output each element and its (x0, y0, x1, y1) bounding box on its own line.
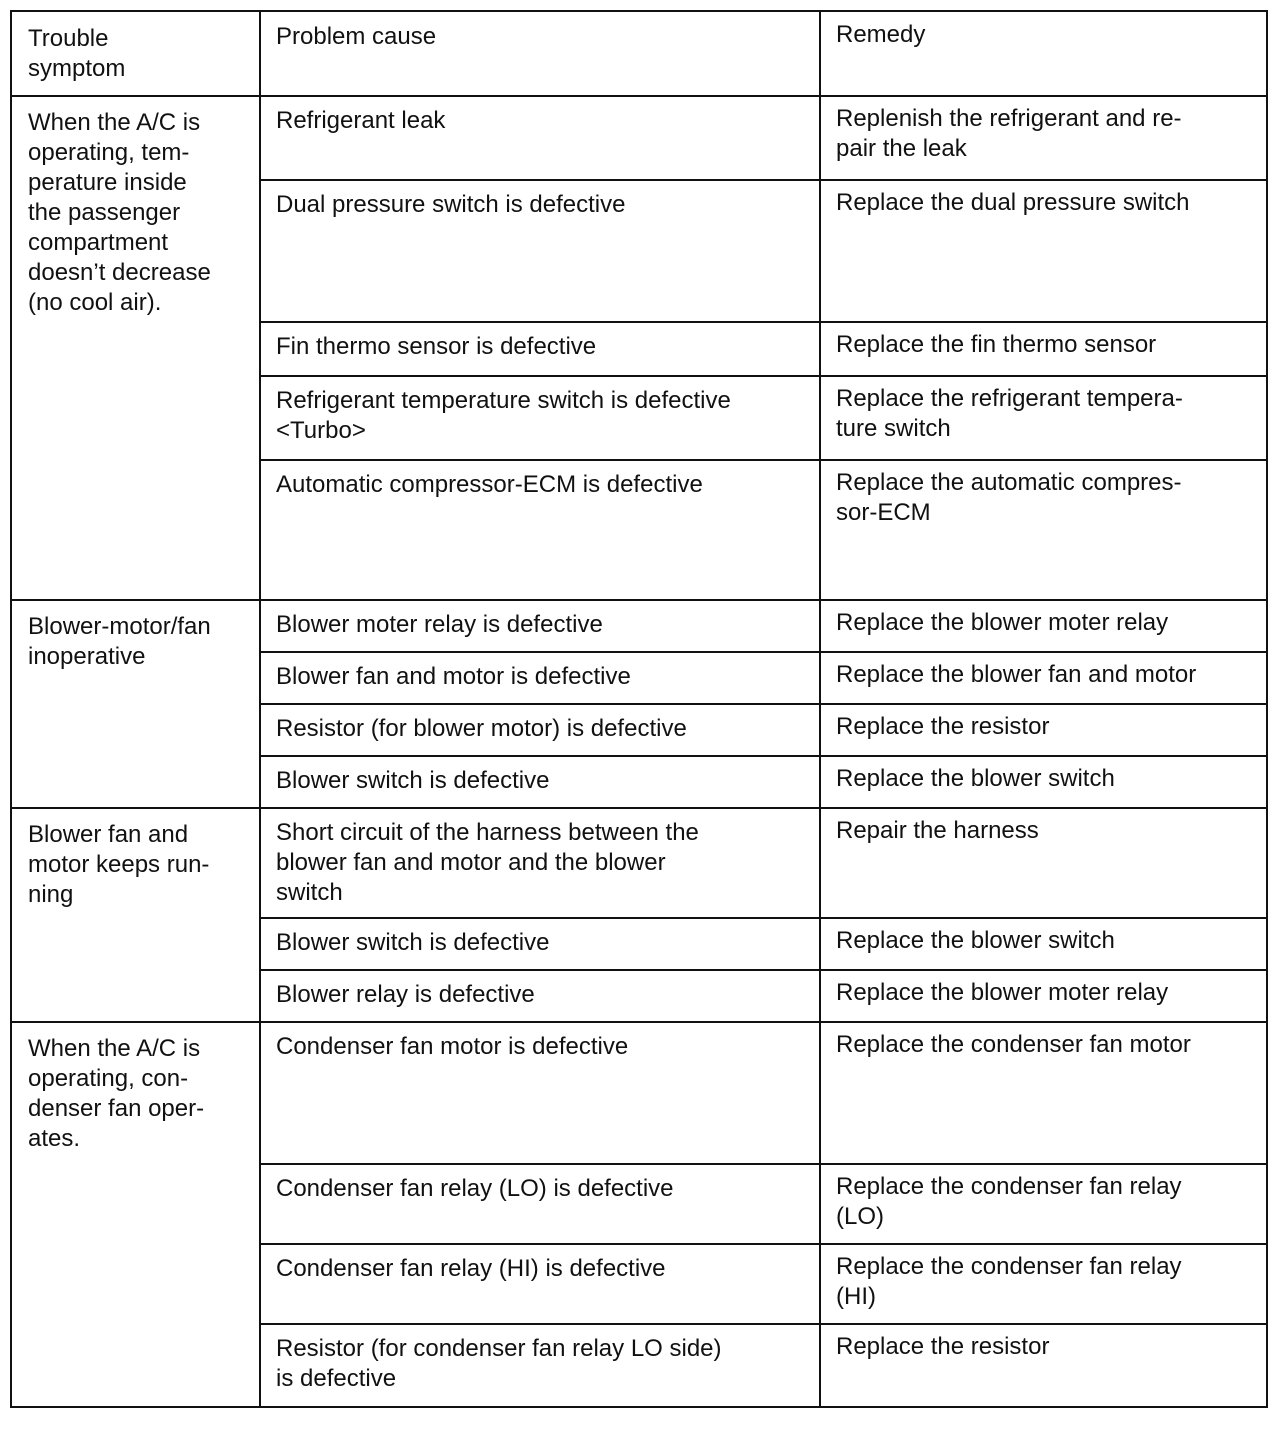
group-divider (12, 599, 260, 601)
row-divider (260, 321, 1266, 323)
remedy-cell: Replace the blower switch (836, 765, 1115, 792)
remedy-cell: Replace the resistor (836, 1333, 1050, 1360)
cause-cell: Fin thermo sensor is defective (276, 333, 597, 360)
remedy-cell: Replace the blower switch (836, 927, 1115, 954)
header-problem-cause: Problem cause (276, 23, 437, 50)
symptom-cell: When the A/C is operating, con- denser fan oper- ates. (28, 1035, 205, 1152)
row-divider (260, 1021, 1266, 1023)
group-divider (12, 807, 260, 809)
row-divider (260, 1243, 1266, 1245)
row-divider (260, 755, 1266, 757)
row-divider (260, 179, 1266, 181)
remedy-cell: Replace the condenser fan relay (LO) (836, 1173, 1182, 1230)
cause-cell: Resistor (for condenser fan relay LO side) is defective (276, 1335, 722, 1392)
row-divider (260, 1323, 1266, 1325)
cause-cell: Dual pressure switch is defective (276, 191, 626, 218)
remedy-cell: Replace the dual pressure switch (836, 189, 1190, 216)
cause-cell: Blower moter relay is defective (276, 611, 603, 638)
symptom-cell: Blower-motor/fan inoperative (28, 613, 211, 670)
remedy-cell: Repair the harness (836, 817, 1039, 844)
remedy-cell: Replace the blower fan and motor (836, 661, 1197, 688)
row-divider (260, 917, 1266, 919)
header-remedy: Remedy (836, 21, 926, 48)
remedy-cell: Replace the condenser fan relay (HI) (836, 1253, 1182, 1310)
symptom-cell: Blower fan and motor keeps run- ning (28, 821, 210, 908)
remedy-cell: Replace the automatic compres- sor-ECM (836, 469, 1182, 526)
cause-cell: Resistor (for blower motor) is defective (276, 715, 687, 742)
remedy-cell: Replace the resistor (836, 713, 1050, 740)
cause-cell: Condenser fan motor is defective (276, 1033, 629, 1060)
row-divider (260, 703, 1266, 705)
cause-cell: Refrigerant temperature switch is defective <Turbo> (276, 387, 731, 444)
cause-cell: Blower switch is defective (276, 767, 550, 794)
symptom-cell: When the A/C is operating, tem- perature inside the passenger compartment doesn’t decrease (no cool air). (28, 109, 211, 316)
row-divider (260, 459, 1266, 461)
remedy-cell: Replace the fin thermo sensor (836, 331, 1157, 358)
row-divider (260, 969, 1266, 971)
cause-cell: Condenser fan relay (HI) is defective (276, 1255, 666, 1282)
cause-cell: Blower fan and motor is defective (276, 663, 631, 690)
remedy-cell: Replenish the refrigerant and re- pair the leak (836, 105, 1182, 162)
cause-cell: Refrigerant leak (276, 107, 446, 134)
header-divider (12, 95, 1266, 97)
cause-cell: Automatic compressor-ECM is defective (276, 471, 703, 498)
row-divider (260, 807, 1266, 809)
header-trouble-symptom: Trouble symptom (28, 25, 126, 82)
group-divider (12, 1021, 260, 1023)
cause-cell: Condenser fan relay (LO) is defective (276, 1175, 674, 1202)
remedy-cell: Replace the blower moter relay (836, 979, 1169, 1006)
row-divider (260, 1163, 1266, 1165)
remedy-cell: Replace the condenser fan motor (836, 1031, 1191, 1058)
cause-cell: Short circuit of the harness between the blower fan and motor and the blower switch (276, 819, 699, 906)
column-divider (819, 12, 821, 1406)
row-divider (260, 599, 1266, 601)
remedy-cell: Replace the refrigerant tempera- ture switch (836, 385, 1183, 442)
column-divider (259, 12, 261, 1406)
row-divider (260, 651, 1266, 653)
row-divider (260, 375, 1266, 377)
cause-cell: Blower switch is defective (276, 929, 550, 956)
remedy-cell: Replace the blower moter relay (836, 609, 1169, 636)
cause-cell: Blower relay is defective (276, 981, 535, 1008)
